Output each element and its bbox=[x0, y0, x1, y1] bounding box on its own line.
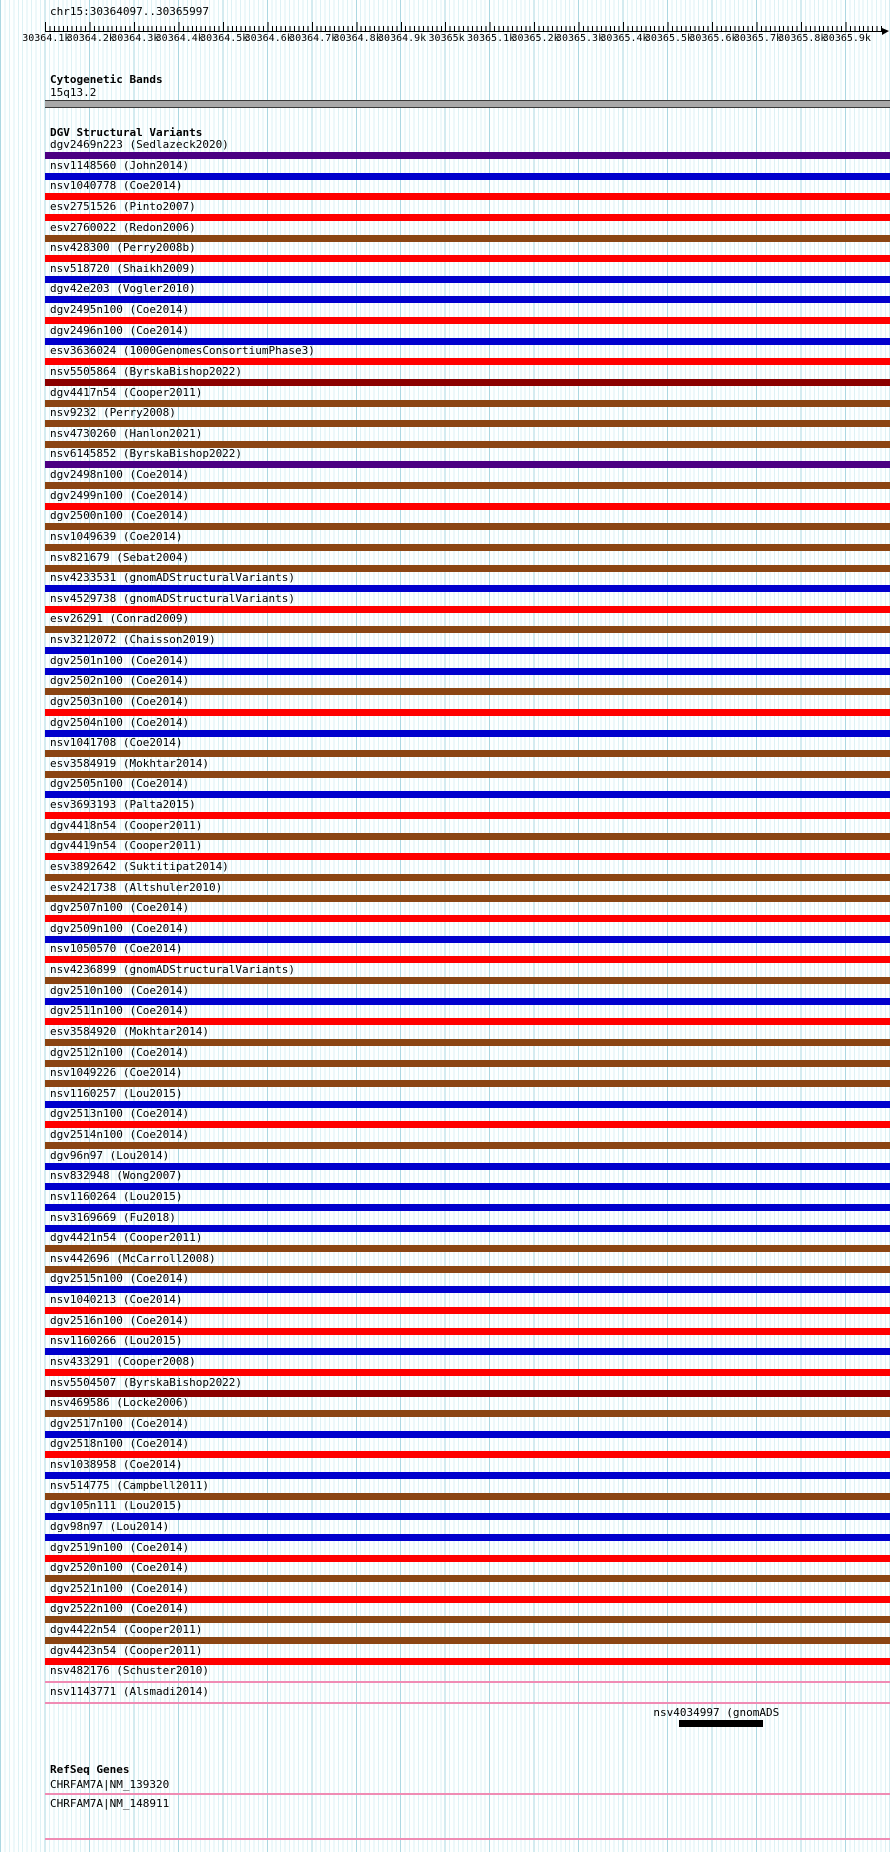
dgv-variant-row bbox=[45, 242, 890, 263]
dgv-variant-row bbox=[45, 387, 890, 408]
dgv-variant-row bbox=[45, 1707, 890, 1728]
variant-label: dgv4423n54 (Cooper2011) bbox=[50, 1643, 203, 1657]
variant-label: dgv105n111 (Lou2015) bbox=[50, 1499, 183, 1513]
variant-bar[interactable] bbox=[45, 1039, 890, 1046]
ruler-tick-label: 30364.8k bbox=[333, 33, 382, 44]
variant-label: nsv1040778 (Coe2014) bbox=[50, 179, 183, 193]
variant-bar[interactable] bbox=[45, 317, 890, 324]
ruler-tick-label: 30365.7k bbox=[733, 33, 782, 44]
variant-bar[interactable] bbox=[45, 1307, 890, 1314]
variant-label: nsv514775 (Campbell2011) bbox=[50, 1478, 209, 1492]
variant-label: nsv5504507 (ByrskaBishop2022) bbox=[50, 1375, 243, 1389]
dgv-variant-row bbox=[45, 1356, 890, 1377]
refseq-gene-row bbox=[45, 1778, 890, 1795]
ruler-tick-label: 30365.3k bbox=[555, 33, 605, 44]
variant-label: dgv4418n54 (Cooper2011) bbox=[50, 818, 203, 832]
ruler-tick-label: 30365.1k bbox=[466, 33, 516, 44]
dgv-variant-row bbox=[45, 820, 890, 841]
variant-label: nsv4233531 (gnomADStructuralVariants) bbox=[50, 571, 296, 585]
dgv-variant-row bbox=[45, 1150, 890, 1171]
variant-label: dgv98n97 (Lou2014) bbox=[50, 1519, 170, 1533]
variant-label: dgv2501n100 (Coe2014) bbox=[50, 653, 190, 667]
dgv-variant-row bbox=[45, 1047, 890, 1068]
dgv-variant-row bbox=[45, 1377, 890, 1398]
dgv-variant-row bbox=[45, 1026, 890, 1047]
variant-label: nsv4034997 (gnomADS bbox=[653, 1705, 780, 1719]
variant-label: nsv1160264 (Lou2015) bbox=[50, 1189, 183, 1203]
dgv-variant-row bbox=[45, 552, 890, 573]
variant-label: dgv2520n100 (Coe2014) bbox=[50, 1561, 190, 1575]
coordinate-ruler[interactable] bbox=[45, 22, 882, 32]
variant-label: dgv2509n100 (Coe2014) bbox=[50, 921, 190, 935]
variant-label: dgv2518n100 (Coe2014) bbox=[50, 1437, 190, 1451]
variant-label: nsv1143771 (Alsmadi2014) bbox=[50, 1684, 209, 1698]
dgv-variant-row bbox=[45, 943, 890, 964]
variant-label: nsv4730260 (Hanlon2021) bbox=[50, 426, 203, 440]
variant-bar[interactable] bbox=[45, 152, 890, 159]
variant-bar[interactable] bbox=[45, 977, 890, 984]
dgv-variant-row bbox=[45, 840, 890, 861]
dgv-variant-row bbox=[45, 1562, 890, 1583]
variant-label: nsv1160257 (Lou2015) bbox=[50, 1086, 183, 1100]
variant-label: nsv469586 (Locke2006) bbox=[50, 1396, 190, 1410]
dgv-variant-row bbox=[45, 1191, 890, 1212]
dgv-variant-row bbox=[45, 263, 890, 284]
dgv-variant-row bbox=[45, 428, 890, 449]
dgv-variant-row bbox=[45, 1686, 890, 1707]
variant-label: nsv428300 (Perry2008b) bbox=[50, 241, 196, 255]
dgv-variant-row bbox=[45, 510, 890, 531]
variant-bar[interactable] bbox=[45, 647, 890, 654]
track-title-dgv-structural-variants: DGV Structural Variants bbox=[50, 126, 203, 139]
variant-label: dgv2512n100 (Coe2014) bbox=[50, 1045, 190, 1059]
ruler-tick-label: 30365.8k bbox=[778, 33, 827, 44]
variant-bar[interactable] bbox=[45, 214, 890, 221]
ruler-tick-label: 30365.9k bbox=[822, 33, 871, 44]
dgv-variant-row bbox=[45, 1005, 890, 1026]
dgv-variant-row bbox=[45, 1665, 890, 1686]
variant-label: dgv2496n100 (Coe2014) bbox=[50, 323, 190, 337]
variant-label: dgv2521n100 (Coe2014) bbox=[50, 1581, 190, 1595]
variant-label: nsv6145852 (ByrskaBishop2022) bbox=[50, 447, 243, 461]
dgv-variant-row bbox=[45, 1212, 890, 1233]
dgv-variant-row bbox=[45, 1170, 890, 1191]
variant-label: dgv2522n100 (Coe2014) bbox=[50, 1602, 190, 1616]
variant-label: dgv2499n100 (Coe2014) bbox=[50, 488, 190, 502]
variant-bar[interactable] bbox=[45, 1472, 890, 1479]
dgv-variant-row bbox=[45, 675, 890, 696]
variant-label: esv3584920 (Mokhtar2014) bbox=[50, 1024, 209, 1038]
dgv-variant-row bbox=[45, 1335, 890, 1356]
ruler-tick-label: 30364.9k bbox=[378, 33, 427, 44]
dgv-variant-row bbox=[45, 1521, 890, 1542]
variant-label: dgv2517n100 (Coe2014) bbox=[50, 1416, 190, 1430]
dgv-variant-row bbox=[45, 1459, 890, 1480]
dgv-variant-row bbox=[45, 1253, 890, 1274]
dgv-structural-variants-track bbox=[0, 126, 890, 1727]
variant-label: dgv2495n100 (Coe2014) bbox=[50, 303, 190, 316]
variant-label: nsv482176 (Schuster2010) bbox=[50, 1664, 209, 1678]
dgv-variant-row bbox=[45, 1232, 890, 1253]
variant-label: dgv96n97 (Lou2014) bbox=[50, 1148, 170, 1162]
variant-label: dgv2500n100 (Coe2014) bbox=[50, 509, 190, 523]
dgv-variant-row bbox=[45, 325, 890, 346]
variant-label: dgv42e203 (Vogler2010) bbox=[50, 282, 196, 296]
variant-label: dgv2515n100 (Coe2014) bbox=[50, 1272, 190, 1286]
dgv-variant-row bbox=[45, 655, 890, 676]
variant-label: dgv2516n100 (Coe2014) bbox=[50, 1313, 190, 1327]
ruler-tick-label: 30365.4k bbox=[600, 33, 649, 44]
dgv-variant-row bbox=[45, 160, 890, 181]
variant-label: esv2751526 (Pinto2007) bbox=[50, 199, 196, 213]
region-coordinates: chr15:30364097..30365997 bbox=[50, 5, 209, 18]
refseq-genes-track bbox=[0, 1763, 890, 1840]
variant-label: esv26291 (Conrad2009) bbox=[50, 612, 190, 626]
variant-label: dgv2519n100 (Coe2014) bbox=[50, 1540, 190, 1554]
track-title-refseq-genes: RefSeq Genes bbox=[50, 1763, 130, 1777]
refseq-gene-row bbox=[45, 1797, 890, 1840]
variant-label: esv2760022 (Redon2006) bbox=[50, 220, 196, 234]
variant-label: dgv2503n100 (Coe2014) bbox=[50, 694, 190, 708]
variant-label: dgv2513n100 (Coe2014) bbox=[50, 1107, 190, 1121]
dgv-variant-row bbox=[45, 1397, 890, 1418]
dgv-variant-row bbox=[45, 758, 890, 779]
variant-bar[interactable] bbox=[45, 1702, 890, 1704]
dgv-variant-row bbox=[45, 283, 890, 304]
variant-label: nsv1160266 (Lou2015) bbox=[50, 1334, 183, 1348]
variant-label: dgv4419n54 (Cooper2011) bbox=[50, 839, 203, 853]
dgv-variant-row bbox=[45, 593, 890, 614]
ruler-tick-label: 30364.6k bbox=[244, 33, 293, 44]
dgv-variant-row bbox=[45, 572, 890, 593]
ruler-major-ticks bbox=[45, 22, 882, 31]
ruler-tick-label: 30365.5k bbox=[644, 33, 694, 44]
dgv-variant-row bbox=[45, 1603, 890, 1624]
variant-label: dgv2510n100 (Coe2014) bbox=[50, 983, 190, 997]
variant-label: esv3892642 (Suktitipat2014) bbox=[50, 859, 229, 873]
gene-line[interactable] bbox=[45, 1793, 890, 1795]
variant-label: esv3584919 (Mokhtar2014) bbox=[50, 756, 209, 770]
variant-label: nsv5505864 (ByrskaBishop2022) bbox=[50, 364, 243, 378]
variant-label: nsv3212072 (Chaisson2019) bbox=[50, 633, 216, 646]
variant-label: nsv518720 (Shaikh2009) bbox=[50, 261, 196, 275]
variant-label: nsv821679 (Sebat2004) bbox=[50, 550, 190, 564]
variant-bar[interactable] bbox=[45, 874, 890, 881]
variant-label: dgv2469n223 (Sedlazeck2020) bbox=[50, 138, 229, 151]
dgv-variant-row bbox=[45, 1480, 890, 1501]
dgv-entries bbox=[0, 139, 890, 1727]
ruler-tick-labels bbox=[22, 32, 890, 45]
variant-label: esv3693193 (Palta2015) bbox=[50, 798, 196, 811]
variant-bar[interactable] bbox=[45, 544, 890, 551]
variant-bar[interactable] bbox=[45, 1681, 890, 1683]
dgv-variant-row bbox=[45, 1315, 890, 1336]
track-title-cytogenetic-bands: Cytogenetic Bands bbox=[50, 73, 163, 86]
variant-bar[interactable] bbox=[45, 1534, 890, 1541]
dgv-variant-row bbox=[45, 1500, 890, 1521]
dgv-variant-row bbox=[45, 345, 890, 366]
variant-bar[interactable] bbox=[45, 1369, 890, 1376]
dgv-variant-row bbox=[45, 222, 890, 243]
variant-label: dgv4421n54 (Cooper2011) bbox=[50, 1231, 203, 1245]
ruler-tick-label: 30364.2k bbox=[66, 33, 115, 44]
variant-label: nsv3169669 (Fu2018) bbox=[50, 1210, 176, 1224]
ruler-tick-label: 30365.2k bbox=[511, 33, 560, 44]
dgv-variant-row bbox=[45, 985, 890, 1006]
ruler-tick-label: 30364.4k bbox=[155, 33, 204, 44]
dgv-variant-row bbox=[45, 902, 890, 923]
variant-label: nsv1050570 (Coe2014) bbox=[50, 942, 183, 956]
variant-label: nsv832948 (Wong2007) bbox=[50, 1169, 183, 1183]
dgv-variant-row bbox=[45, 882, 890, 903]
variant-bar[interactable] bbox=[45, 1637, 890, 1644]
dgv-variant-row bbox=[45, 1583, 890, 1604]
ruler-tick-label: 30364.1k bbox=[22, 33, 71, 44]
dgv-variant-row bbox=[45, 139, 890, 160]
variant-label: nsv1040213 (Coe2014) bbox=[50, 1293, 183, 1306]
dgv-variant-row bbox=[45, 469, 890, 490]
dgv-variant-row bbox=[45, 964, 890, 985]
dgv-variant-row bbox=[45, 448, 890, 469]
ruler-tick-label: 30364.5k bbox=[200, 33, 249, 44]
dgv-variant-row bbox=[45, 799, 890, 820]
dgv-variant-row bbox=[45, 407, 890, 428]
dgv-variant-row bbox=[45, 737, 890, 758]
dgv-variant-row bbox=[45, 1542, 890, 1563]
dgv-variant-row bbox=[45, 861, 890, 882]
variant-label: nsv442696 (McCarroll2008) bbox=[50, 1251, 216, 1265]
variant-label: dgv2514n100 (Coe2014) bbox=[50, 1128, 190, 1141]
cytoband-label: 15q13.2 bbox=[50, 86, 97, 99]
dgv-variant-row bbox=[45, 531, 890, 552]
ruler-tick-label: 30364.7k bbox=[289, 33, 338, 44]
dgv-variant-row bbox=[45, 1624, 890, 1645]
cytogenetic-bands-track bbox=[0, 73, 890, 108]
variant-label: nsv433291 (Cooper2008) bbox=[50, 1354, 196, 1368]
dgv-variant-row bbox=[45, 1438, 890, 1459]
dgv-variant-row bbox=[45, 923, 890, 944]
variant-bar[interactable] bbox=[45, 379, 890, 386]
dgv-variant-row bbox=[45, 1067, 890, 1088]
gene-line[interactable] bbox=[45, 1838, 890, 1840]
dgv-variant-row bbox=[45, 696, 890, 717]
dgv-variant-row bbox=[45, 1418, 890, 1439]
ruler-tick-label: 30365.6k bbox=[689, 33, 738, 44]
variant-label: esv2421738 (Altshuler2010) bbox=[50, 880, 223, 894]
variant-label: nsv4529738 (gnomADStructuralVariants) bbox=[50, 591, 296, 605]
variant-label: dgv4422n54 (Cooper2011) bbox=[50, 1623, 203, 1636]
variant-label: dgv2498n100 (Coe2014) bbox=[50, 468, 190, 481]
dgv-variant-row bbox=[45, 778, 890, 799]
dgv-variant-row bbox=[45, 1294, 890, 1315]
dgv-variant-row bbox=[45, 1273, 890, 1294]
dgv-variant-row bbox=[45, 613, 890, 634]
variant-label: dgv2505n100 (Coe2014) bbox=[50, 777, 190, 791]
variant-label: dgv2504n100 (Coe2014) bbox=[50, 715, 190, 729]
variant-label: dgv4417n54 (Cooper2011) bbox=[50, 385, 203, 399]
dgv-variant-row bbox=[45, 366, 890, 387]
variant-label: nsv1148560 (John2014) bbox=[50, 158, 190, 172]
gene-label: CHRFAM7A|NM_139320 bbox=[50, 1778, 170, 1792]
variant-bar[interactable] bbox=[45, 1513, 890, 1520]
dgv-variant-row bbox=[45, 180, 890, 201]
cytoband-bar[interactable] bbox=[45, 100, 890, 108]
dgv-variant-row bbox=[45, 634, 890, 655]
variant-label: esv3636024 (1000GenomesConsortiumPhase3) bbox=[50, 344, 315, 358]
variant-label: nsv1049639 (Coe2014) bbox=[50, 529, 183, 543]
dgv-variant-row bbox=[45, 1645, 890, 1666]
dgv-variant-row bbox=[45, 201, 890, 222]
dgv-variant-row bbox=[45, 490, 890, 511]
variant-label: nsv4236899 (gnomADStructuralVariants) bbox=[50, 963, 296, 976]
variant-label: dgv2511n100 (Coe2014) bbox=[50, 1004, 190, 1018]
variant-bar[interactable] bbox=[45, 812, 890, 819]
variant-label: dgv2507n100 (Coe2014) bbox=[50, 901, 190, 915]
dgv-variant-row bbox=[45, 1108, 890, 1129]
variant-label: nsv9232 (Perry2008) bbox=[50, 406, 176, 420]
dgv-variant-row bbox=[45, 304, 890, 325]
variant-bar[interactable] bbox=[45, 709, 890, 716]
variant-bar[interactable] bbox=[679, 1720, 764, 1727]
dgv-variant-row bbox=[45, 717, 890, 738]
variant-label: nsv1038958 (Coe2014) bbox=[50, 1458, 183, 1471]
variant-bar[interactable] bbox=[45, 1142, 890, 1149]
refseq-genes bbox=[0, 1778, 890, 1840]
dgv-variant-row bbox=[45, 1129, 890, 1150]
variant-label: nsv1049226 (Coe2014) bbox=[50, 1066, 183, 1080]
variant-bar[interactable] bbox=[45, 482, 890, 489]
variant-bar[interactable] bbox=[45, 1204, 890, 1211]
variant-label: nsv1041708 (Coe2014) bbox=[50, 736, 183, 750]
dgv-variant-row bbox=[45, 1088, 890, 1109]
ruler-tick-label: 30364.3k bbox=[111, 33, 160, 44]
variant-label: dgv2502n100 (Coe2014) bbox=[50, 674, 190, 688]
gene-label: CHRFAM7A|NM_148911 bbox=[50, 1797, 170, 1811]
ruler-tick-label: 30365k bbox=[428, 33, 465, 44]
